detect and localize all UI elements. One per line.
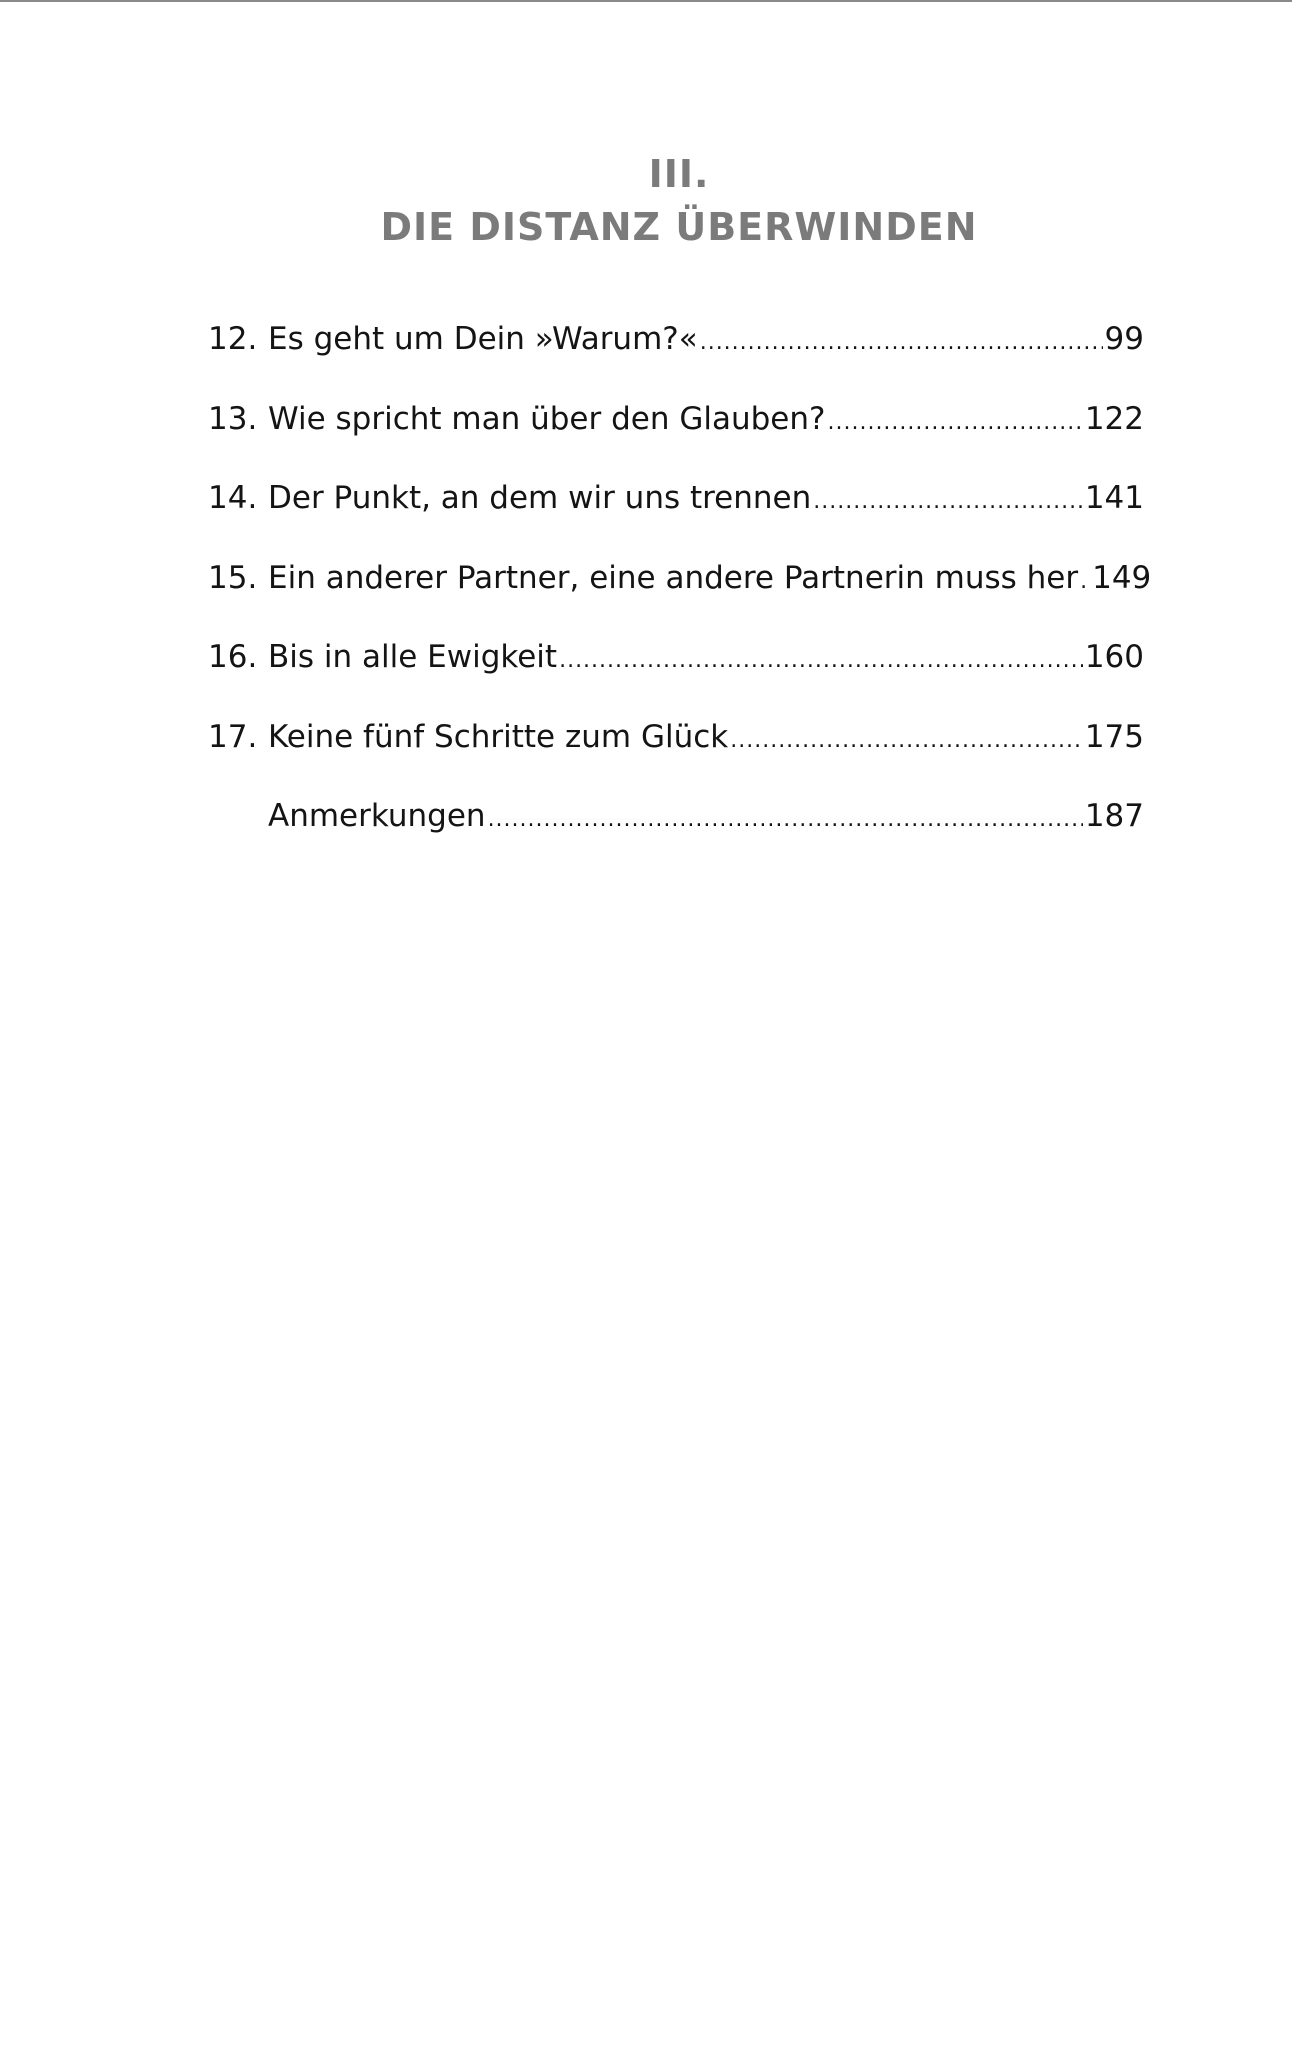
toc-entry-title: Bis in alle Ewigkeit: [268, 639, 558, 675]
toc-entry-title: Ein anderer Partner, eine andere Partnerin muss her: [268, 559, 1079, 596]
toc-entry-16[interactable]: [208, 630, 1144, 710]
toc-entry-title: Keine fünf Schritte zum Glück: [268, 718, 729, 755]
toc-entry-number: 15.: [208, 559, 258, 596]
toc-dot-leader: [813, 471, 1083, 529]
toc-entry-14[interactable]: [208, 471, 1144, 551]
toc-dot-leader: [1080, 551, 1090, 609]
toc-entry-page: 99: [1104, 321, 1144, 357]
toc-entry-page: 122: [1084, 400, 1144, 437]
toc-entry-page: 160: [1084, 639, 1144, 675]
toc-entry-number: 14.: [208, 480, 258, 516]
toc-dot-leader: [827, 392, 1082, 450]
toc-entry-number: 17.: [208, 718, 258, 755]
toc-entry-title: Es geht um Dein »Warum?«: [268, 321, 698, 357]
toc-dot-leader: [730, 710, 1083, 768]
toc-entry-anmerkungen[interactable]: [208, 789, 1144, 869]
toc-entry-15[interactable]: [208, 551, 1152, 631]
toc-dot-leader: [488, 789, 1083, 847]
toc-dot-leader: [559, 630, 1083, 688]
toc-entry-title: Anmerkungen: [268, 798, 486, 834]
toc-entry-page: 149: [1092, 559, 1152, 596]
part-number: III.: [648, 152, 710, 196]
toc-entry-17[interactable]: [208, 710, 1144, 790]
toc-entry-title: Der Punkt, an dem wir uns trennen: [268, 480, 812, 516]
toc-entry-13[interactable]: [208, 392, 1144, 472]
toc-entry-page: 141: [1084, 480, 1144, 516]
top-rule: [0, 0, 1292, 2]
toc-entry-number: 13.: [208, 400, 258, 437]
toc-dot-leader: [700, 312, 1103, 370]
toc-entry-12[interactable]: [208, 312, 1144, 392]
toc-entry-title: Wie spricht man über den Glauben?: [268, 400, 826, 437]
part-heading: [0, 148, 1292, 254]
toc-entry-page: 187: [1084, 798, 1144, 834]
toc-entry-number: 16.: [208, 639, 258, 675]
toc-entry-page: 175: [1084, 718, 1144, 755]
toc-entry-number: 12.: [208, 321, 258, 357]
part-title: DIE DISTANZ ÜBERWINDEN: [380, 205, 978, 249]
table-of-contents: [208, 312, 1152, 869]
